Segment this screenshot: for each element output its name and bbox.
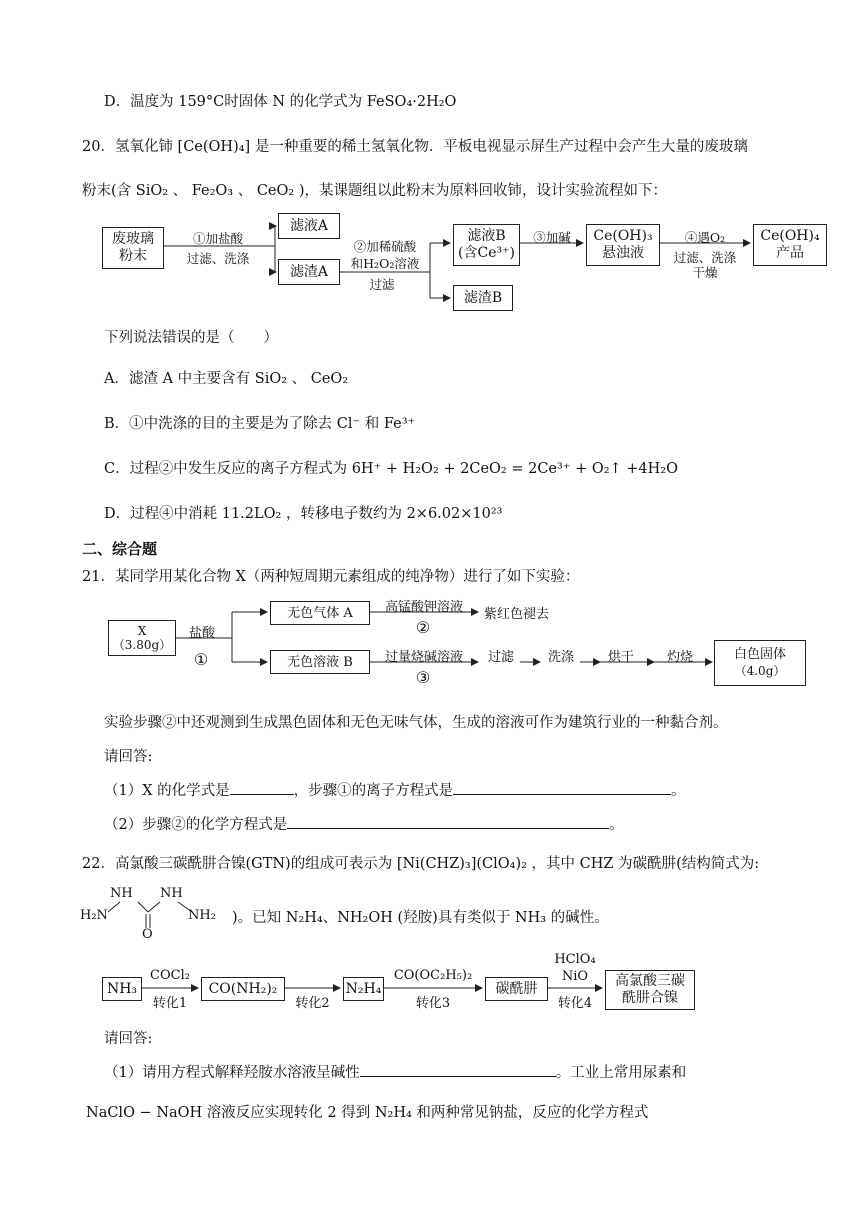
flow-box-filtrate-a: 滤液A xyxy=(278,213,340,239)
flow-white-solid-line2: （4.0g） xyxy=(734,664,786,678)
q21-part1-text-a: （1）X 的化学式是 xyxy=(104,783,230,799)
flow-suspension-line1: Ce(OH)₃ xyxy=(593,228,653,244)
flow-c4-top2: NiO xyxy=(561,969,589,984)
flow-step-1-label: ① xyxy=(193,650,209,669)
q21-part1-text-c: 。 xyxy=(671,783,686,799)
flow-step2-bottom: 过滤 xyxy=(369,277,395,292)
flow-step3: ③加碱 xyxy=(533,230,571,245)
flow-gtn-line2: 酰肼合镍 xyxy=(622,990,678,1006)
flow-dry-label: 烘干 xyxy=(607,650,634,665)
flow-white-solid-line1: 白色固体 xyxy=(733,647,786,662)
q20-stem-line2: 粉末(含 SiO₂ 、 Fe₂O₃ 、 CeO₂ )，某课题组以此粉末为原料回收铈，设计实验流程如下： xyxy=(82,183,667,199)
flow-kmno4-label: 高锰酸钾溶液 xyxy=(384,600,463,615)
answer-blank[interactable] xyxy=(360,1062,556,1077)
q20-option-c: C．过程②中发生反应的离子方程式为 6H⁺ + H₂O₂ + 2CeO₂ = 2Ce³⁺ + O₂↑ +4H₂O xyxy=(104,461,679,477)
flow-c4-top1: HClO₄ xyxy=(554,952,596,967)
flow-step-3-label: ③ xyxy=(415,668,431,687)
q21-stem: 21．某同学用某化合物 X（两种短周期元素组成的纯净物）进行了如下实验： xyxy=(82,569,580,585)
flow-box-residue-b: 滤渣B xyxy=(453,285,513,311)
q20-question: 下列说法错误的是（ ） xyxy=(104,330,278,346)
section-heading: 二、综合题 xyxy=(82,540,158,558)
q21-part2-text-a: （2）步骤②的化学方程式是 xyxy=(104,817,288,833)
flow-box-nh3: NH₃ xyxy=(102,977,142,1001)
flow-step2-top: ②加稀硫酸 xyxy=(353,239,417,254)
q22-ask: 请回答: xyxy=(104,1031,153,1047)
chz-nh2: NH₂ xyxy=(188,908,216,923)
flow-box-chz: 碳酰肼 xyxy=(485,977,548,1001)
flow-c1-top: COCl₂ xyxy=(150,968,190,983)
flow-c4-bottom: 转化4 xyxy=(557,996,593,1011)
chz-nh-right: NH xyxy=(160,886,183,901)
q22-part1-cont: NaClO − NaOH 溶液反应实现转化 2 得到 N₂H₄ 和两种常见钠盐，反应的化学方程式 xyxy=(86,1105,649,1121)
flow-naoh-label: 过量烧碱溶液 xyxy=(384,650,463,665)
q20-option-d: D．过程④中消耗 11.2LO₂ ，转移电子数约为 2×6.02×10²³ xyxy=(104,506,503,522)
flow-step4-top: ④遇O₂ xyxy=(684,230,726,245)
flow-c1-bottom: 转化1 xyxy=(152,996,188,1011)
flow-step4-mid: 过滤、洗涤 xyxy=(673,250,737,265)
flow-c2-bottom: 转化2 xyxy=(295,996,330,1011)
q22-part1 xyxy=(104,1061,686,1082)
flow-box-urea: CO(NH₂)₂ xyxy=(201,977,285,1001)
flow-filter-label: 过滤 xyxy=(487,650,514,665)
flow-x-line2: （3.80g） xyxy=(112,638,172,652)
flow-box-n2h4: N₂H₄ xyxy=(343,977,384,1001)
flow-box-waste-glass-label: 废玻璃粉末 xyxy=(112,231,154,264)
chz-h2n: H₂N xyxy=(80,908,108,923)
flow-c3-bottom: 转化3 xyxy=(415,996,451,1011)
flow-fade-label: 紫红色褪去 xyxy=(484,607,550,622)
q22-part1-text-a: （1）请用方程式解释羟胺水溶液呈碱性 xyxy=(104,1065,360,1081)
flow-gtn-line1: 高氯酸三碳 xyxy=(615,973,685,989)
flow-step1-top: ①加盐酸 xyxy=(192,231,243,246)
q21-ask: 请回答: xyxy=(104,749,153,765)
flow-suspension-line2: 悬浊液 xyxy=(602,245,644,261)
q21-part2-text-b: 。 xyxy=(609,817,624,833)
flow-box-solution-b: 无色溶液 B xyxy=(270,650,370,674)
flow-step4-bottom: 干燥 xyxy=(692,265,718,280)
q21-part1-text-b: ，步骤①的离子方程式是 xyxy=(293,783,454,799)
flow-filtrate-b-line1: 滤液B xyxy=(467,228,506,244)
flow-step2-mid: 和H₂O₂溶液 xyxy=(350,256,420,271)
q19-option-d: D．温度为 159°C时固体 N 的化学式为 FeSO₄·2H₂O xyxy=(104,94,457,110)
flow-acid-label: 盐酸 xyxy=(188,626,215,641)
q21-note: 实验步骤②中还观测到生成黑色固体和无色无味气体，生成的溶液可作为建筑行业的一种黏合剂。 xyxy=(104,715,728,731)
flow-box-gtn xyxy=(605,970,695,1010)
q22-stem-line2: )。已知 N₂H₄、NH₂OH (羟胺)具有类似于 NH₃ 的碱性。 xyxy=(232,910,609,926)
flow-filtrate-b-line2: (含Ce³⁺) xyxy=(458,245,515,261)
flow-c3-top: CO(OC₂H₅)₂ xyxy=(393,968,473,983)
flow-step1-bottom: 过滤、洗涤 xyxy=(186,251,250,266)
flow-burn-label: 灼烧 xyxy=(666,650,693,665)
flow-box-gas-a: 无色气体 A xyxy=(270,601,370,625)
chz-o: O xyxy=(142,927,153,942)
flow-box-residue-a: 滤渣A xyxy=(278,259,340,285)
q20-option-b: B．①中洗涤的目的主要是为了除去 Cl⁻ 和 Fe³⁺ xyxy=(104,416,416,432)
flow-product-line1: Ce(OH)₄ xyxy=(760,228,820,244)
flow-wash-label: 洗涤 xyxy=(547,650,574,665)
flow-product-line2: 产品 xyxy=(776,245,804,261)
q22-part1-text-b: 。工业上常用尿素和 xyxy=(555,1065,687,1081)
flow-x-line1: X xyxy=(137,624,147,638)
q22-stem-line1: 22．高氯酸三碳酰肼合镍(GTN)的组成可表示为 [Ni(CHZ)₃](ClO₄)₂ ，其中 CHZ 为碳酰肼(结构简式为: xyxy=(82,856,760,872)
q20-stem-line1: 20．氢氧化铈 [Ce(OH)₄] 是一种重要的稀土氢氧化物．平板电视显示屏生产过程中会产生大量的废玻璃 xyxy=(82,139,748,155)
chz-nh-left: NH xyxy=(110,886,133,901)
q20-option-a: A．滤渣 A 中主要含有 SiO₂ 、 CeO₂ xyxy=(104,371,349,387)
flow-step-2-label: ② xyxy=(415,618,431,637)
